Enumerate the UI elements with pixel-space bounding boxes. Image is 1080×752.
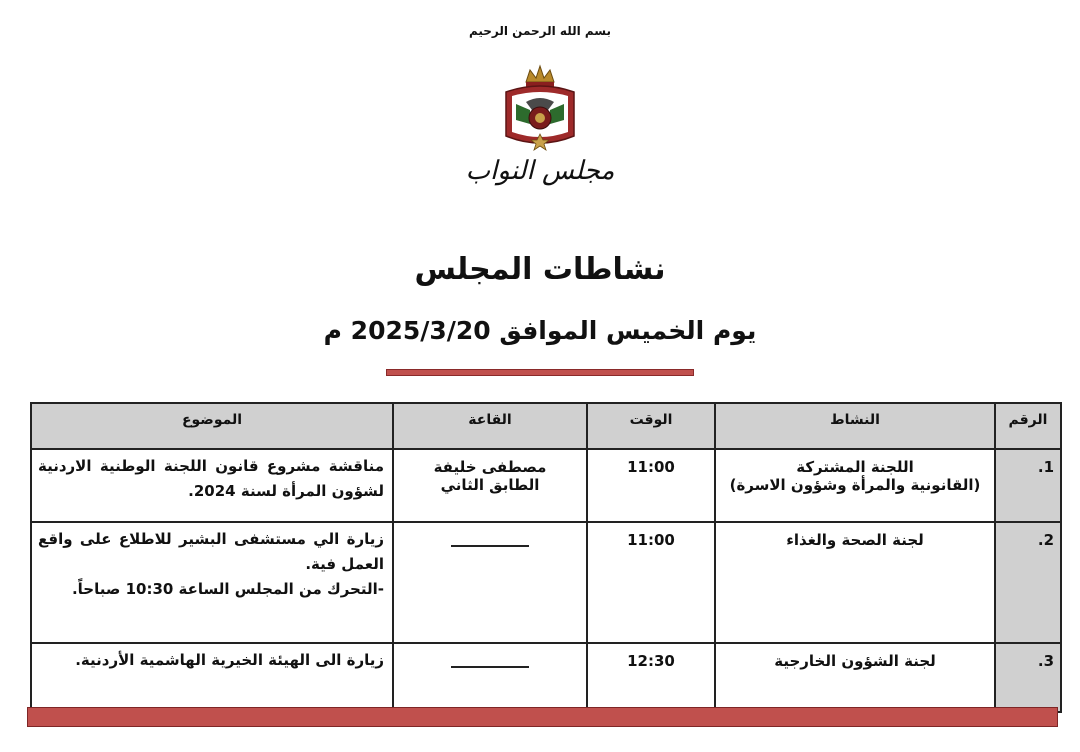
- hall-line: الطابق الثاني: [440, 476, 540, 494]
- activities-table: [30, 402, 1062, 713]
- title-underline-bar: [386, 369, 694, 376]
- row-subject: [31, 522, 393, 643]
- row-time: 12:30: [587, 643, 715, 712]
- row-number: 3.: [995, 643, 1061, 712]
- basmala: بسم الله الرحمن الرحيم: [468, 24, 612, 38]
- header-hall: القاعة: [393, 403, 587, 449]
- row-hall: [393, 522, 587, 643]
- table-header-row: [31, 403, 1061, 449]
- header-subject: الموضوع: [31, 403, 393, 449]
- subject-line: -التحرك من المجلس الساعة 10:30 صباحاً.: [71, 580, 384, 598]
- row-subject: زيارة الى الهيئة الخيرية الهاشمية الأردنية.: [31, 643, 393, 712]
- row-time: 11:00: [587, 449, 715, 522]
- row-subject: مناقشة مشروع قانون اللجنة الوطنية الاردنية لشؤون المرأة لسنة 2024.: [31, 449, 393, 522]
- page-title: نشاطات المجلس: [414, 252, 666, 287]
- header-number: الرقم: [995, 403, 1061, 449]
- row-number: 2.: [995, 522, 1061, 643]
- header-time: الوقت: [587, 403, 715, 449]
- subject-line: زيارة الي مستشفى البشير للاطلاع على واقع العمل فية.: [38, 530, 384, 573]
- jordan-coat-of-arms-icon: [496, 64, 584, 156]
- header-activity: النشاط: [715, 403, 995, 449]
- table-row: [31, 449, 1061, 522]
- hall-line: مصطفى خليفة: [433, 458, 547, 476]
- parliament-name: مجلس النواب: [465, 156, 615, 186]
- row-activity: لجنة الصحة والغذاء: [715, 522, 995, 643]
- page-date: يوم الخميس الموافق 2025/3/20 م: [323, 316, 757, 345]
- activity-line: اللجنة المشتركة: [796, 458, 914, 476]
- footer-bar: [27, 707, 1058, 727]
- empty-hall-dash: [451, 531, 529, 547]
- row-hall: [393, 643, 587, 712]
- table-row: [31, 522, 1061, 643]
- row-number: 1.: [995, 449, 1061, 522]
- row-activity: لجنة الشؤون الخارجية: [715, 643, 995, 712]
- table-row: [31, 643, 1061, 712]
- row-time: 11:00: [587, 522, 715, 643]
- activity-line: (القانونية والمرأة وشؤون الاسرة): [729, 476, 981, 494]
- empty-hall-dash: [451, 652, 529, 668]
- row-activity: [715, 449, 995, 522]
- row-hall: [393, 449, 587, 522]
